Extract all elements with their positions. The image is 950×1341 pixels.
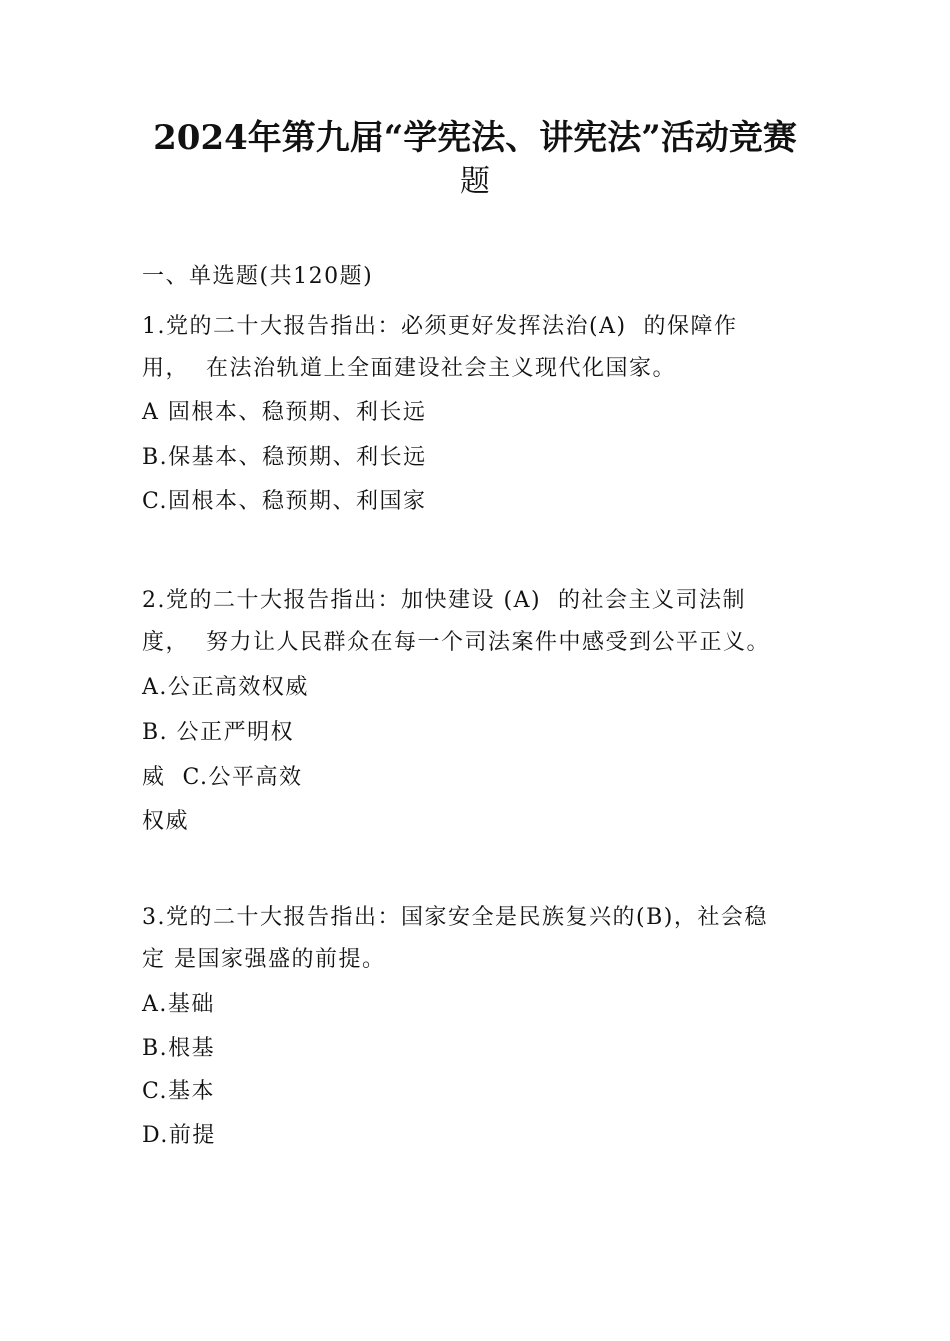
answer-option: C.基本 xyxy=(142,1079,216,1104)
answer-option: B.保基本、稳预期、利长远 xyxy=(142,445,427,470)
answer-option: B.根基 xyxy=(142,1036,216,1061)
question-stem-line: 1.党的二十大报告指出：必须更好发挥法治(A) 的保障作 xyxy=(142,314,738,339)
answer-option: D.前提 xyxy=(142,1123,216,1148)
question-stem-line: 定 是国家强盛的前提。 xyxy=(142,947,386,972)
section-heading: 一、单选题(共120题) xyxy=(142,264,374,289)
answer-option: 权威 xyxy=(142,809,190,834)
answer-option: A 固根本、稳预期、利长远 xyxy=(142,400,427,425)
document-title-line-1: 2024年第九届“学宪法、讲宪法”活动竞赛 xyxy=(153,118,797,158)
answer-option: C.固根本、稳预期、利国家 xyxy=(142,489,427,514)
question-stem-line: 度， 努力让人民群众在每一个司法案件中感受到公平正义。 xyxy=(142,630,770,655)
question-stem-line: 用， 在法治轨道上全面建设社会主义现代化国家。 xyxy=(142,356,676,381)
answer-option: A.基础 xyxy=(142,992,215,1017)
document-title-line-2: 题 xyxy=(460,164,490,199)
answer-option: 威 C.公平高效 xyxy=(142,765,303,790)
answer-option: B. 公正严明权 xyxy=(142,720,295,745)
question-stem-line: 2.党的二十大报告指出：加快建设 (A) 的社会主义司法制 xyxy=(142,588,747,613)
answer-option: A.公正高效权威 xyxy=(142,675,309,700)
question-stem-line: 3.党的二十大报告指出：国家安全是民族复兴的(B)，社会稳 xyxy=(142,905,768,930)
